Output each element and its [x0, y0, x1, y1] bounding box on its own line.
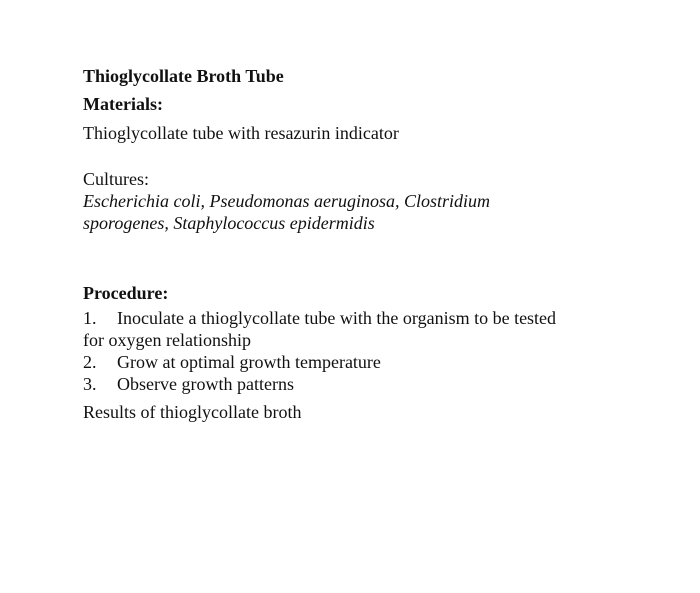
procedure-step: [83, 307, 643, 329]
step-text: Observe growth patterns: [117, 374, 294, 394]
procedure-heading: Procedure:: [83, 283, 169, 303]
results-text: Results of thioglycollate broth: [83, 402, 302, 422]
cultures-label: Cultures:: [83, 169, 149, 189]
procedure-step: [83, 373, 643, 395]
document-page: [83, 64, 643, 423]
step-number: 1.: [83, 308, 97, 328]
procedure-step-continuation: for oxygen relationship: [83, 330, 251, 350]
step-text: Grow at optimal growth temperature: [117, 352, 381, 372]
step-number: 3.: [83, 374, 97, 394]
step-text: Inoculate a thioglycollate tube with the organism to be tested: [117, 308, 557, 328]
cultures-line-2: sporogenes, Staphylococcus epidermidis: [83, 213, 375, 233]
procedure-steps: [83, 307, 643, 395]
materials-heading: Materials:: [83, 94, 163, 114]
step-number: 2.: [83, 352, 97, 372]
procedure-step: [83, 351, 643, 373]
document-title: Thioglycollate Broth Tube: [83, 66, 284, 86]
materials-text: Thioglycollate tube with resazurin indicator: [83, 123, 399, 143]
cultures-line-1: Escherichia coli, Pseudomonas aeruginosa, Clostridium: [83, 191, 490, 211]
